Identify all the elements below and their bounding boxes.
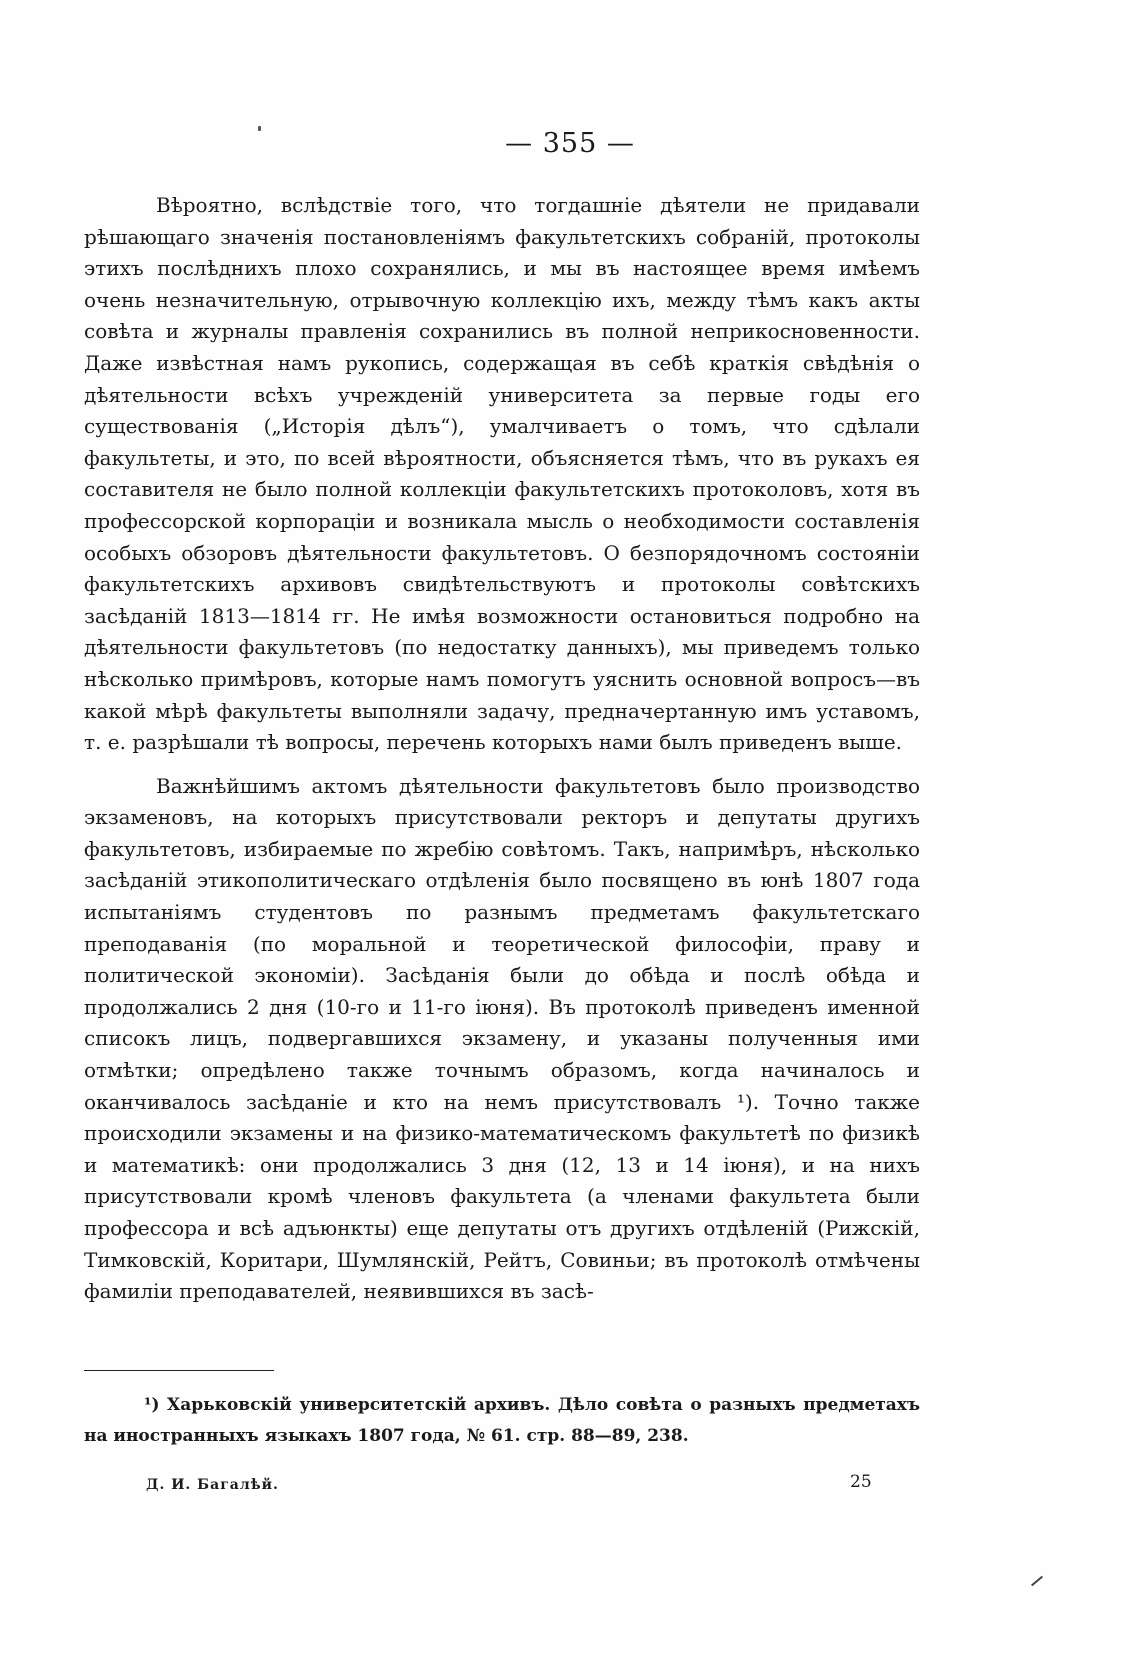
page-number: — 355 — bbox=[505, 128, 635, 159]
footnote-divider bbox=[84, 1370, 274, 1371]
paragraph-1: Вѣроятно, вслѣдствіе того, что тогдашніе дѣятели не придавали рѣшающаго значенія постановленіямъ факультетскихъ собраній, протоколы этихъ послѣднихъ плохо сохранялись, и мы въ настоящее время имѣемъ очень незначительную, отрывочную коллекцію ихъ, между тѣмъ какъ акты совѣта и журналы правленія сохранились въ полной неприкосновенности. Даже извѣстная намъ рукопись, содержащая въ себѣ краткія свѣдѣнія о дѣятельности всѣхъ учрежденій университета за первые годы его существованія („Исторія дѣлъ“), умалчиваетъ о томъ, что сдѣлали факультеты, и это, по всей вѣроятности, объясняется тѣмъ, что въ рукахъ ея составителя не было полной коллекціи факультетскихъ протоколовъ, хотя въ профессорской корпораціи и возникала мысль о необходимости составленія особыхъ обзоровъ дѣятельности факультетовъ. О безпорядочномъ состояніи факультетскихъ архивовъ свидѣтельствуютъ и протоколы совѣтскихъ засѣданій 1813—1814 гг. Не имѣя возможности остановиться подробно на дѣятельности факультетовъ (по недостатку данныхъ), мы приведемъ только нѣсколько примѣровъ, которые намъ помогутъ уяснить основной вопросъ—въ какой мѣрѣ факультеты выполняли задачу, предначертанную имъ уставомъ, т. е. разрѣшали тѣ вопросы, перечень которыхъ нами былъ приведенъ выше. bbox=[84, 193, 920, 755]
author-signature: Д. И. Багалѣй. bbox=[146, 1477, 279, 1493]
footnote: ¹) Харьковскій университетскій архивъ. Дѣло совѣта о разныхъ предметахъ на иностранныхъ языкахъ 1807 года, № 61. стр. 88—89, 238. bbox=[84, 1395, 920, 1446]
main-text bbox=[84, 190, 920, 1308]
sheet-number: 25 bbox=[850, 1472, 872, 1492]
paragraph-2: Важнѣйшимъ актомъ дѣятельности факультетовъ было производство экзаменовъ, на которыхъ присутствовали ректоръ и депутаты другихъ факультетовъ, избираемые по жребію совѣтомъ. Такъ, напримѣръ, нѣсколько засѣданій этикополитическаго отдѣленія было посвящено въ юнѣ 1807 года испытаніямъ студентовъ по разнымъ предметамъ факультетскаго преподаванія (по моральной и теоретической философіи, праву и политической экономіи). Засѣданія были до обѣда и послѣ обѣда и продолжались 2 дня (10-го и 11-го іюня). Въ протоколѣ приведенъ именной списокъ лицъ, подвергавшихся экзамену, и указаны полученныя ими отмѣтки; опредѣлено также точнымъ образомъ, когда начиналось и оканчивалось засѣданіе и кто на немъ присутствовалъ ¹). Точно также происходили экзамены и на физико-математическомъ факультетѣ по физикѣ и математикѣ: они продолжались 3 дня (12, 13 и 14 іюня), и на нихъ присутствовали кромѣ членовъ факультета (а членами факультета были профессора и всѣ адъюнкты) еще депутаты отъ другихъ отдѣленій (Рижскій, Тимковскій, Коритари, Шумлянскій, Рейтъ, Совиньи; въ протоколѣ отмѣчены фамиліи преподавателей, неявившихся въ засѣ- bbox=[84, 773, 920, 1304]
scan-mark bbox=[1031, 1576, 1043, 1587]
